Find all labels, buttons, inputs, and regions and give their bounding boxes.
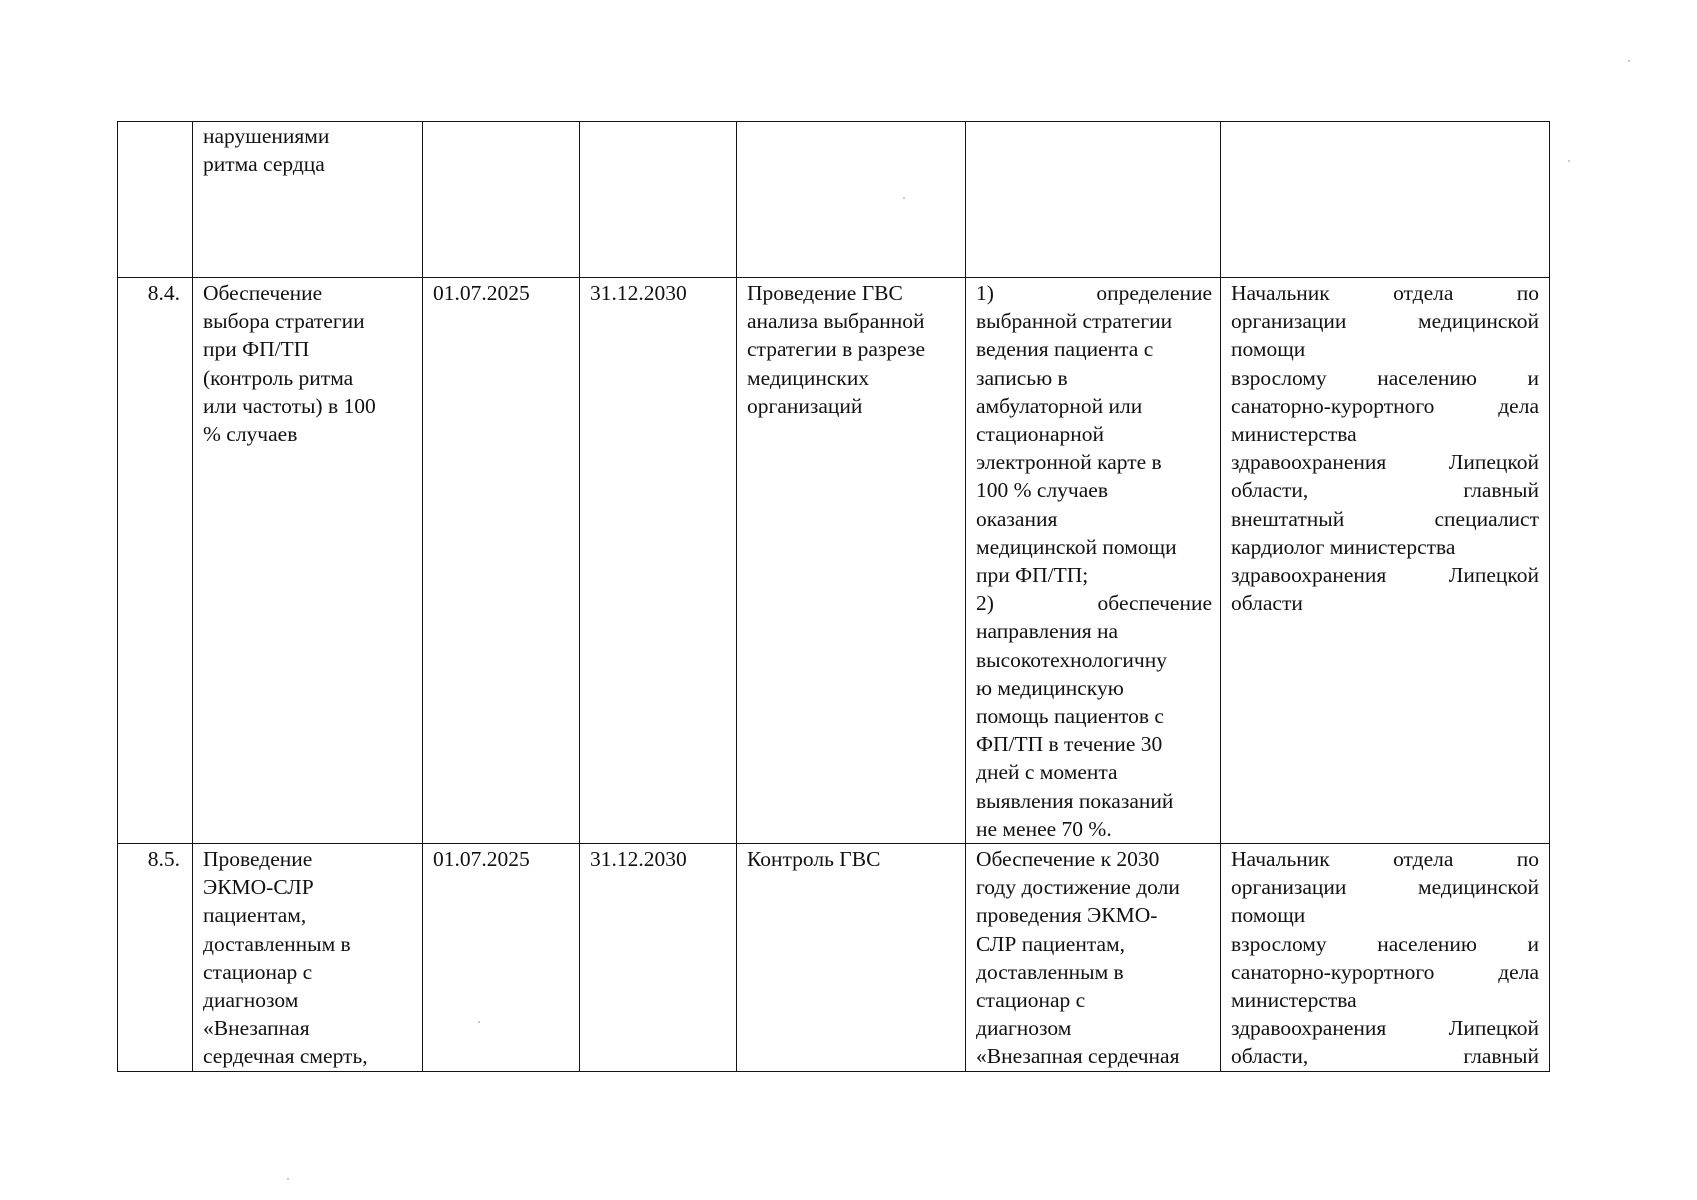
scan-speck xyxy=(1568,160,1570,162)
text-line: 100 % случаев xyxy=(976,478,1108,503)
table-row xyxy=(118,844,1550,1072)
text-line: помощи xyxy=(1231,903,1306,928)
text-line: области, главный xyxy=(1231,1044,1539,1069)
text-line: не менее 70 %. xyxy=(976,816,1112,841)
scan-speck xyxy=(478,1021,480,1023)
result-text xyxy=(976,279,1212,843)
responsible-cell xyxy=(1221,278,1550,844)
text-line: проведения ЭКМО- xyxy=(976,903,1158,928)
text-line: электронной карте в xyxy=(976,450,1162,475)
text-line: стационар с xyxy=(976,988,1086,1013)
text-line: внештатный специалист xyxy=(1231,506,1539,531)
event-cell xyxy=(193,122,423,278)
text-line: министерства xyxy=(1231,422,1357,447)
text-line: санаторно-курортного дела xyxy=(1231,393,1539,418)
row-number-cell xyxy=(118,844,193,1072)
text-line: области, главный xyxy=(1231,478,1539,503)
text-line: Начальник отдела по xyxy=(1231,281,1539,305)
text-line: «Внезапная сердечная xyxy=(976,1044,1180,1069)
start-date-cell xyxy=(423,278,580,844)
text-line: санаторно-курортного дела xyxy=(1231,959,1539,984)
event-cell xyxy=(193,278,423,844)
text-line: здравоохранения Липецкой xyxy=(1231,563,1539,588)
text-line: организации медицинской xyxy=(1231,875,1539,900)
control-cell xyxy=(737,278,966,844)
end-date: 31.12.2030 xyxy=(590,847,687,872)
text-line: дней с момента xyxy=(976,760,1118,785)
start-date: 01.07.2025 xyxy=(433,281,530,305)
result-text xyxy=(976,845,1212,1071)
end-date: 31.12.2030 xyxy=(590,281,687,305)
responsible-text xyxy=(1231,279,1539,617)
result-cell xyxy=(966,122,1221,278)
text-line: помощи xyxy=(1231,337,1306,362)
start-date-cell xyxy=(423,844,580,1072)
result-cell xyxy=(966,278,1221,844)
text-line: ФП/ТП в течение 30 xyxy=(976,732,1163,757)
text-line: кардиолог министерства xyxy=(1231,534,1456,559)
event-text: Проведение ЭКМО-СЛР пациентам, доставленным в стационар с диагнозом «Внезапная сердечная смерть, xyxy=(203,847,368,1069)
text-line: при ФП/ТП; xyxy=(976,563,1089,588)
text-line: амбулаторной или xyxy=(976,393,1143,418)
end-date-cell xyxy=(580,844,737,1072)
text-line: стационарной xyxy=(976,422,1105,447)
text-line: высокотехнологичну xyxy=(976,647,1167,672)
text-line: доставленным в xyxy=(976,959,1124,984)
result-cell xyxy=(966,844,1221,1072)
text-line: области xyxy=(1231,591,1303,616)
responsible-cell xyxy=(1221,844,1550,1072)
event-text: Обеспечение выбора стратегии при ФП/ТП (контроль ритма или частоты) в 100 % случаев xyxy=(203,281,376,447)
text-line: выбранной стратегии xyxy=(976,309,1173,334)
text-line: диагнозом xyxy=(976,1016,1072,1041)
text-line: году достижение доли xyxy=(976,875,1180,900)
table-row xyxy=(118,278,1550,844)
text-line: направления на xyxy=(976,619,1119,644)
scan-speck xyxy=(287,1178,289,1180)
text-line: министерства xyxy=(1231,988,1357,1013)
control-text: Проведение ГВС анализа выбранной стратегии в разрезе медицинских организаций xyxy=(747,281,925,418)
scan-speck xyxy=(903,197,905,199)
text-line: 1) определение xyxy=(976,281,1212,305)
text-line: здравоохранения Липецкой xyxy=(1231,450,1539,475)
text-line: ю медицинскую xyxy=(976,675,1124,700)
text-line: ведения пациента с xyxy=(976,337,1154,362)
control-text: Контроль ГВС xyxy=(747,847,881,872)
text-line: СЛР пациентам, xyxy=(976,931,1126,956)
text-line: медицинской помощи xyxy=(976,534,1177,559)
control-cell xyxy=(737,122,966,278)
start-date: 01.07.2025 xyxy=(433,847,530,872)
event-cell xyxy=(193,844,423,1072)
row-number-cell xyxy=(118,122,193,278)
row-number: 8.4. xyxy=(147,281,180,305)
text-line: взрослому населению и xyxy=(1231,931,1539,956)
activity-table xyxy=(117,121,1550,1072)
responsible-cell xyxy=(1221,122,1550,278)
table-row xyxy=(118,122,1550,278)
text-line: 2) обеспечение xyxy=(976,591,1212,616)
text-line: записью в xyxy=(976,365,1068,390)
text-line: Начальник отдела по xyxy=(1231,847,1539,872)
text-line: выявления показаний xyxy=(976,788,1174,813)
responsible-text xyxy=(1231,845,1539,1071)
text-line: здравоохранения Липецкой xyxy=(1231,1016,1539,1041)
scan-speck xyxy=(1628,60,1630,62)
row-number-cell xyxy=(118,278,193,844)
end-date-cell xyxy=(580,122,737,278)
start-date-cell xyxy=(423,122,580,278)
text-line: взрослому населению и xyxy=(1231,365,1539,390)
text-line: помощь пациентов с xyxy=(976,704,1164,729)
row-number: 8.5. xyxy=(147,847,180,872)
end-date-cell xyxy=(580,278,737,844)
control-cell xyxy=(737,844,966,1072)
event-text: нарушениями ритма сердца xyxy=(203,124,330,177)
text-line: Обеспечение к 2030 xyxy=(976,847,1160,872)
text-line: оказания xyxy=(976,506,1058,531)
text-line: организации медицинской xyxy=(1231,309,1539,334)
